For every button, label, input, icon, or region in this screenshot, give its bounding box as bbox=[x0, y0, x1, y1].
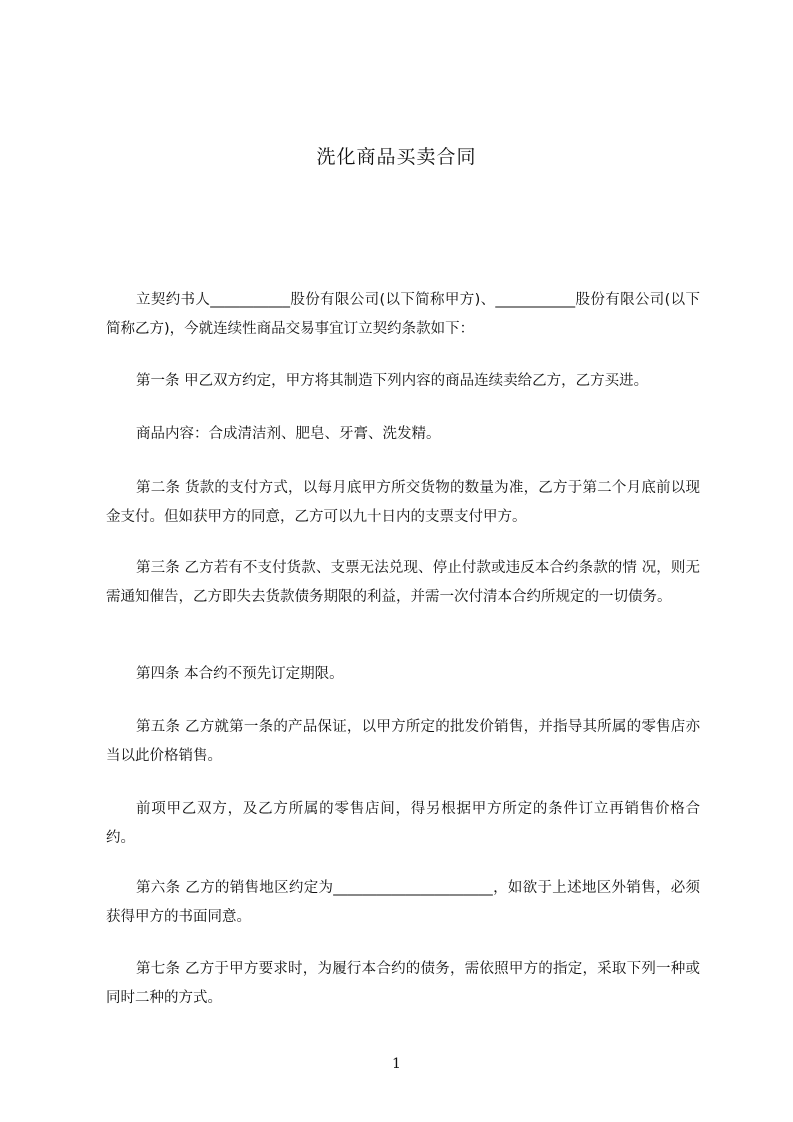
paragraph-goods-content: 商品内容：合成清洁剂、肥皂、牙膏、洗发精。 bbox=[136, 426, 441, 442]
document-title: 洗化商品买卖合同 bbox=[316, 146, 477, 168]
paragraph-article-2: 第二条 货款的支付方式，以每月底甲方所交货物的数量为准，乙方于第二个月底前以现金支付。但如获甲方的同意，乙方可以九十日内的支票支付甲方。 bbox=[106, 480, 700, 525]
paragraph-article-5: 第五条 乙方就第一条的产品保证，以甲方所定的批发价销售，并指导其所属的零售店亦当以此价格销售。 bbox=[106, 719, 700, 764]
page-number: 1 bbox=[392, 1056, 401, 1072]
paragraph-article-7: 第七条 乙方于甲方要求时，为履行本合约的债务，需依照甲方的指定，采取下列一种或同时二种的方式。 bbox=[106, 961, 700, 1006]
paragraph-article-6: 第六条 乙方的销售地区约定为______________________，如欲于上述地区外销售，必须获得甲方的书面同意。 bbox=[106, 880, 700, 925]
paragraph-article-4: 第四条 本合约不预先订定期限。 bbox=[136, 666, 344, 682]
paragraph-article-1: 第一条 甲乙双方约定，甲方将其制造下列内容的商品连续卖给乙方，乙方买进。 bbox=[136, 373, 649, 389]
paragraph-article-5-continued: 前项甲乙双方，及乙方所属的零售店间，得另根据甲方所定的条件订立再销售价格合约。 bbox=[106, 801, 700, 846]
paragraph-article-3: 第三条 乙方若有不支付货款、支票无法兑现、停止付款或违反本合约条款的情 况，则无需通知催告，乙方即失去货款债务期限的利益，并需一次付清本合约所规定的一切债务。 bbox=[106, 560, 700, 605]
paragraph-intro: 立契约书人___________股份有限公司(以下简称甲方)、___________股份有限公司(以下简称乙方)，今就连续性商品交易事宜订立契约条款如下： bbox=[106, 292, 700, 337]
